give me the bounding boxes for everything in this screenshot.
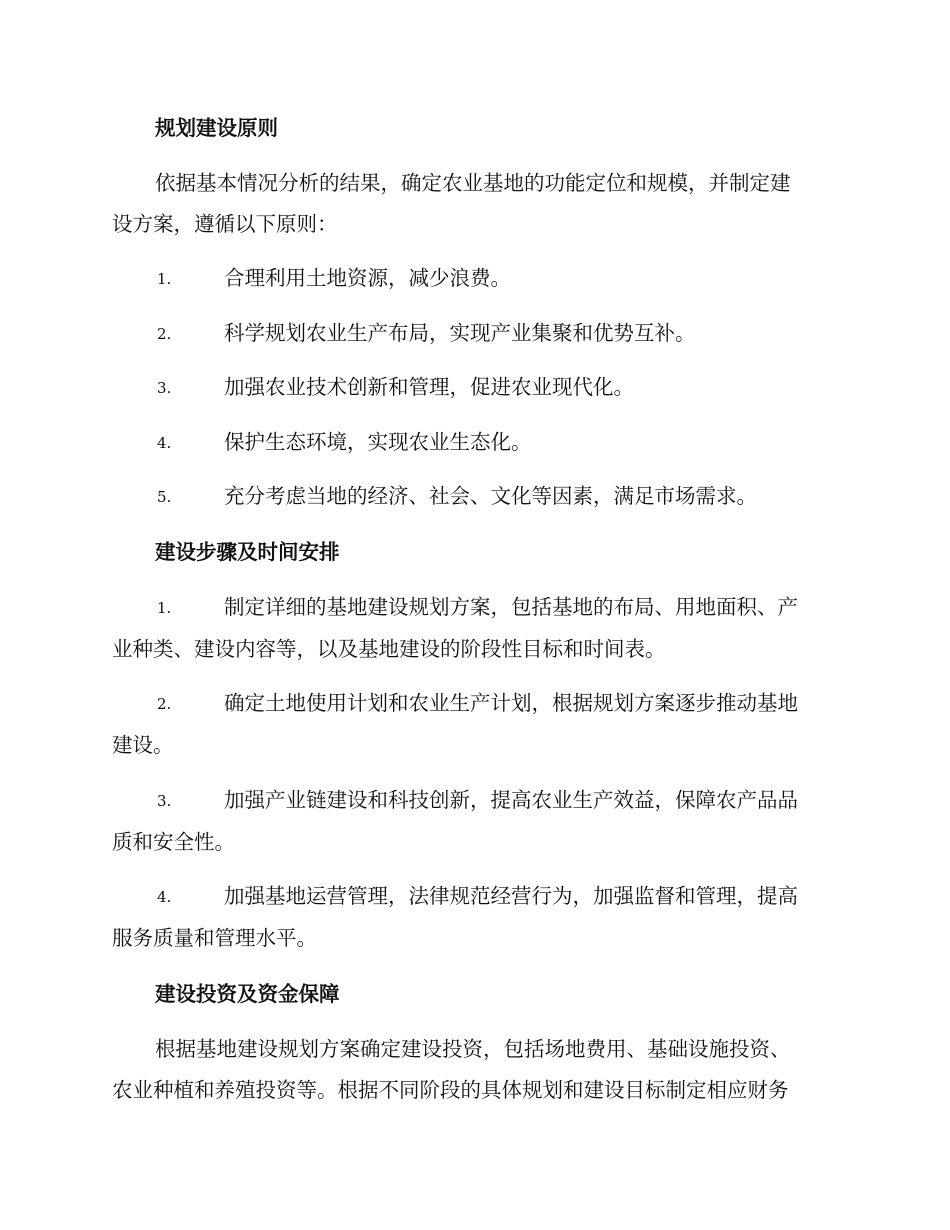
step-text-line-1: 制定详细的基地建设规划方案，包括基地的布局、用地面积、产 [224, 595, 798, 619]
step-text-line-1: 加强基地运营管理，法律规范经营行为，加强监督和管理，提高 [224, 884, 798, 908]
section-heading-steps: 建设步骤及时间安排 [155, 540, 340, 564]
step-text-line-2: 建设。 [112, 733, 174, 757]
principle-text: 科学规划农业生产布局，实现产业集聚和优势互补。 [224, 321, 696, 345]
intro-paragraph-line-1: 依据基本情况分析的结果，确定农业基地的功能定位和规模，并制定建 [155, 171, 791, 195]
step-number: 3. [157, 792, 172, 810]
principle-number: 5. [157, 488, 172, 506]
principle-text: 保护生态环境，实现农业生态化。 [224, 430, 532, 454]
principle-text: 加强农业技术创新和管理，促进农业现代化。 [224, 375, 634, 399]
funding-paragraph-line-1: 根据基地建设规划方案确定建设投资，包括场地费用、基础设施投资、 [155, 1037, 791, 1061]
step-text-line-1: 加强产业链建设和科技创新，提高农业生产效益，保障农产品品 [224, 788, 798, 812]
section-heading-funding: 建设投资及资金保障 [155, 982, 340, 1006]
funding-paragraph-line-2: 农业种植和养殖投资等。根据不同阶段的具体规划和建设目标制定相应财务 [112, 1078, 789, 1102]
step-number: 4. [157, 888, 172, 906]
section-heading-principles: 规划建设原则 [155, 116, 278, 140]
principle-number: 3. [157, 379, 172, 397]
intro-paragraph-line-2: 设方案，遵循以下原则： [112, 212, 338, 236]
step-text-line-2: 业种类、建设内容等，以及基地建设的阶段性目标和时间表。 [112, 637, 666, 661]
step-number: 1. [157, 599, 172, 617]
step-text-line-2: 服务质量和管理水平。 [112, 926, 317, 950]
step-text-line-1: 确定土地使用计划和农业生产计划，根据规划方案逐步推动基地 [224, 691, 798, 715]
step-text-line-2: 质和安全性。 [112, 830, 235, 854]
principle-text: 合理利用土地资源，减少浪费。 [224, 266, 511, 290]
step-number: 2. [157, 695, 172, 713]
principle-text: 充分考虑当地的经济、社会、文化等因素，满足市场需求。 [224, 484, 757, 508]
principle-number: 2. [157, 325, 172, 343]
principle-number: 4. [157, 434, 172, 452]
principle-number: 1. [157, 270, 172, 288]
